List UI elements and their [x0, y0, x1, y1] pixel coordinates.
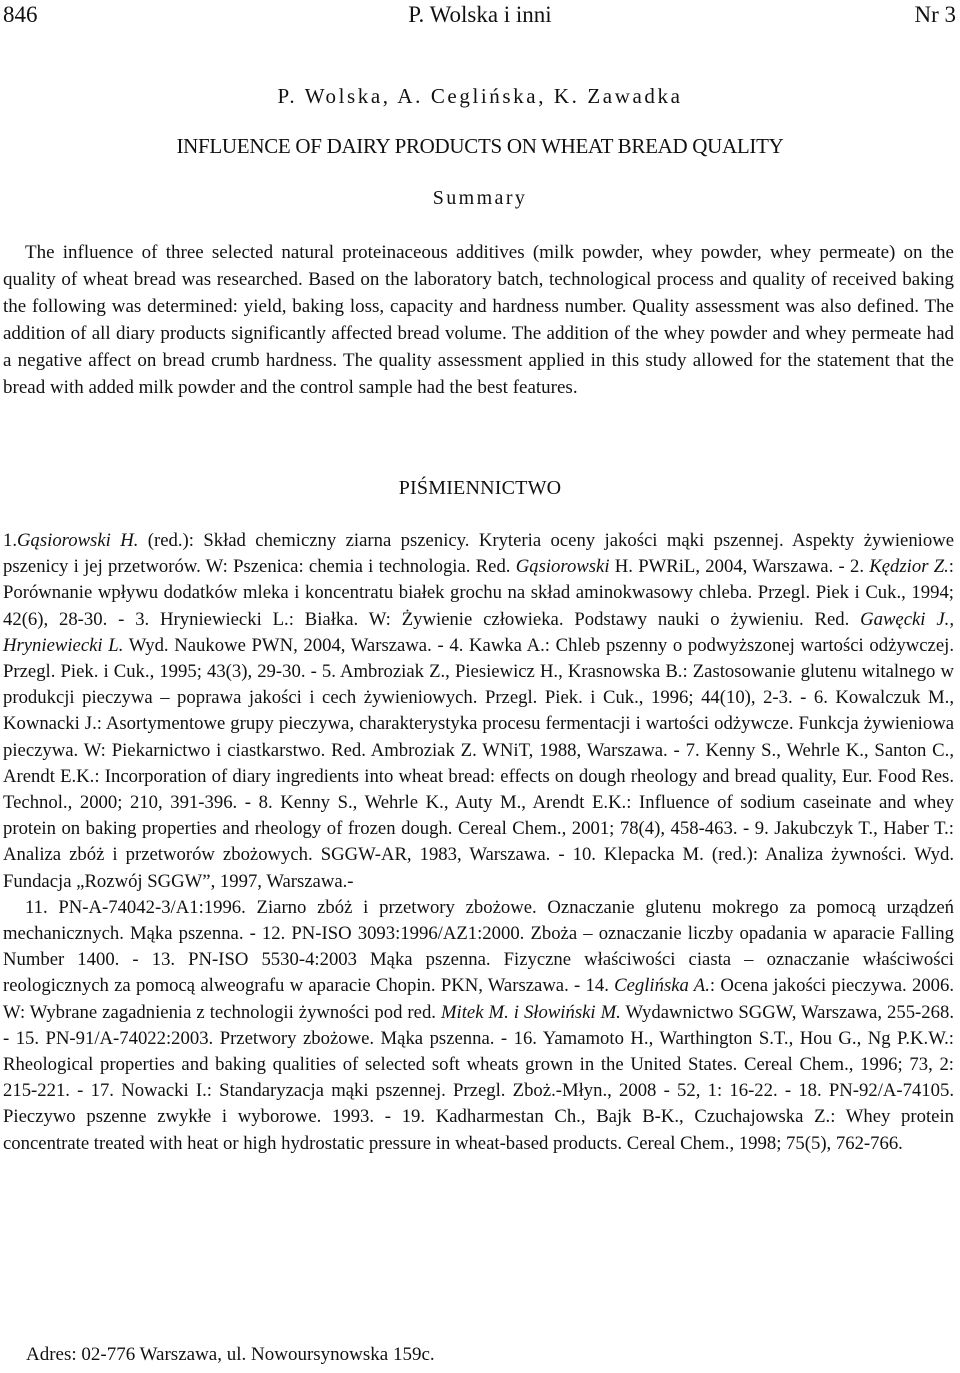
reference-author-italic: Gąsiorowski — [515, 556, 610, 578]
summary-heading: Summary — [432, 187, 528, 209]
article-title: INFLUENCE OF DAIRY PRODUCTS ON WHEAT BREAD QUALITY — [176, 134, 784, 158]
page-number: 846 — [3, 2, 38, 27]
references-part-2 — [3, 897, 954, 1154]
reference-author-italic: Ceglińska A. — [614, 975, 710, 997]
page-header — [0, 2, 960, 32]
reference-text: Wyd. Naukowe PWN, 2004, Warszawa. - 4. Kawka A.: Chleb pszenny o podwyższonej wartości odżywczej. Przegl. Piek. i Cuk., 1995; 43(3), 29-30. - 5. Ambroziak Z., Piesiewicz H., Krasnowska B.: Zastosowanie glutenu witalnego w produkcji pieczywa – poprawa jakości i cech żywieniowych. Przegl. Piek. i Cuk., 1996; 44(10), 2-3. - 6. Kowalczuk M., Kownacki J.: Asortymentowe grupy pieczywa, charakterystyka procesu fermentacji i wartości odżywcze. Funkcja żywieniowa pieczywa. W: Piekarnictwo i ciastkarstwo. Red. Ambroziak Z. WNiT, 1988, Warszawa. - 7. Kenny S., Wehrle K., Santon C., Arendt E.K.: Incorporation of diary ingredients into wheat bread: effects on dough rheology and bread quality, Eur. Food Res. Technol., 2000; 210, 391-396. - 8. Kenny S., Wehrle K., Auty M., Arendt E.K.: Influence of sodium caseinate and whey protein on baking properties and rheology of frozen dough. Cereal Chem., 2001; 78(4), 458-463. - 9. Jakubczyk T., Haber T.: Analiza zbóż i przetworów zbożowych. SGGW-AR, 1983, Warszawa. - 10. Klepacka M. (red.): Analiza żywności. Wyd. Fundacja „Rozwój SGGW”, 1997, Warszawa.- — [3, 634, 954, 892]
reference-text: (red.): Skład chemiczny ziarna pszenicy. Kryteria oceny jakości mąki pszennej. Aspekty żywieniowe pszenicy i jej przetworów. W: Pszenica: chemia i technologia. Red. — [3, 530, 954, 578]
reference-text: H. PWRiL, 2004, Warszawa. - 2. — [609, 556, 870, 578]
references-list — [3, 528, 954, 1157]
references-heading: PIŚMIENNICTWO — [398, 477, 562, 499]
references-part-1 — [3, 530, 954, 892]
reference-text: 1. — [3, 530, 18, 551]
article-authors: P. Wolska, A. Ceglińska, K. Zawadka — [277, 84, 683, 108]
reference-text: : Ocena jakości pieczywa. 2006. W: Wybrane zagadnienia z technologii żywności pod red. — [3, 975, 954, 1023]
reference-author-italic: Mitek M. i Słowiński M. — [440, 1001, 621, 1023]
reference-author-italic: Gawęcki J., Hryniewiecki L. — [3, 608, 954, 656]
issue-number: Nr 3 — [914, 2, 956, 27]
running-title: P. Wolska i inni — [408, 2, 552, 27]
reference-text: 11. PN-A-74042-3/A1:1996. Ziarno zbóż i przetwory zbożowe. Oznaczanie glutenu mokrego za pomocą urządzeń mechanicznych. Mąka pszenna. - 12. PN-ISO 3093:1996/AZ1:2000. Zboża – oznaczanie liczby opadania w aparacie Falling Number 1400. - 13. PN-ISO 5530-4:2003 Mąka pszenna. Fizyczne właściwości ciasta – oznaczanie właściwości reologicznych za pomocą alweografu w aparacie Chopin. PKN, Warszawa. - 14. — [3, 896, 954, 997]
reference-author-italic: Gąsiorowski H. — [17, 530, 139, 551]
summary-text: The influence of three selected natural proteinaceous additives (milk powder, whey powder, whey permeate) on the quality of wheat bread was researched. Based on the laboratory batch, technological process and quality of received baking the following was determined: yield, baking loss, capacity and hardness number. Quality assessment was also defined. The addition of all diary products significantly affected bread volume. The addition of the whey powder and whey permeate had a negative affect on bread crumb hardness. The quality assessment applied in this study allowed for the statement that the bread with added milk powder and the control sample had the best features. — [3, 242, 954, 398]
reference-text: : Porównanie wpływu dodatków mleka i koncentratu białek grochu na skład aminokwasowy chleba. Przegl. Piek i Cuk., 1994; 42(6), 28-30. - 3. Hryniewiecki L.: Białka. W: Żywienie człowieka. Podstawy nauki o żywieniu. Red. — [3, 556, 954, 630]
reference-text: Wydawnictwo SGGW, Warszawa, 255-268. - 15. PN-91/A-74022:2003. Przetwory zbożowe. Mąka pszenna. - 16. Yamamoto H., Warthington S.T., Hou G., Ng P.K.W.: Rheological properties and baking qualities of selected soft wheats grown in the United States. Cereal Chem., 1996; 73, 2: 215-221. - 17. Nowacki I.: Standaryzacja mąki pszennej. Przegl. Zboż.-Młyn., 2008 - 52, 1: 16-22. - 18. PN-92/A-74105. Pieczywo pszenne zwykłe i wyborowe. 1993. - 19. Kadharmestan Ch., Bajk B-K., Czuchajowska Z.: Whey protein concentrate treated with heat or high hydrostatic pressure in wheat-based products. Cereal Chem., 1998; 75(5), 762-766. — [3, 1001, 954, 1154]
reference-author-italic: Kędzior Z. — [869, 556, 949, 578]
correspondence-address: Adres: 02-776 Warszawa, ul. Nowoursynowska 159c. — [26, 1344, 435, 1365]
